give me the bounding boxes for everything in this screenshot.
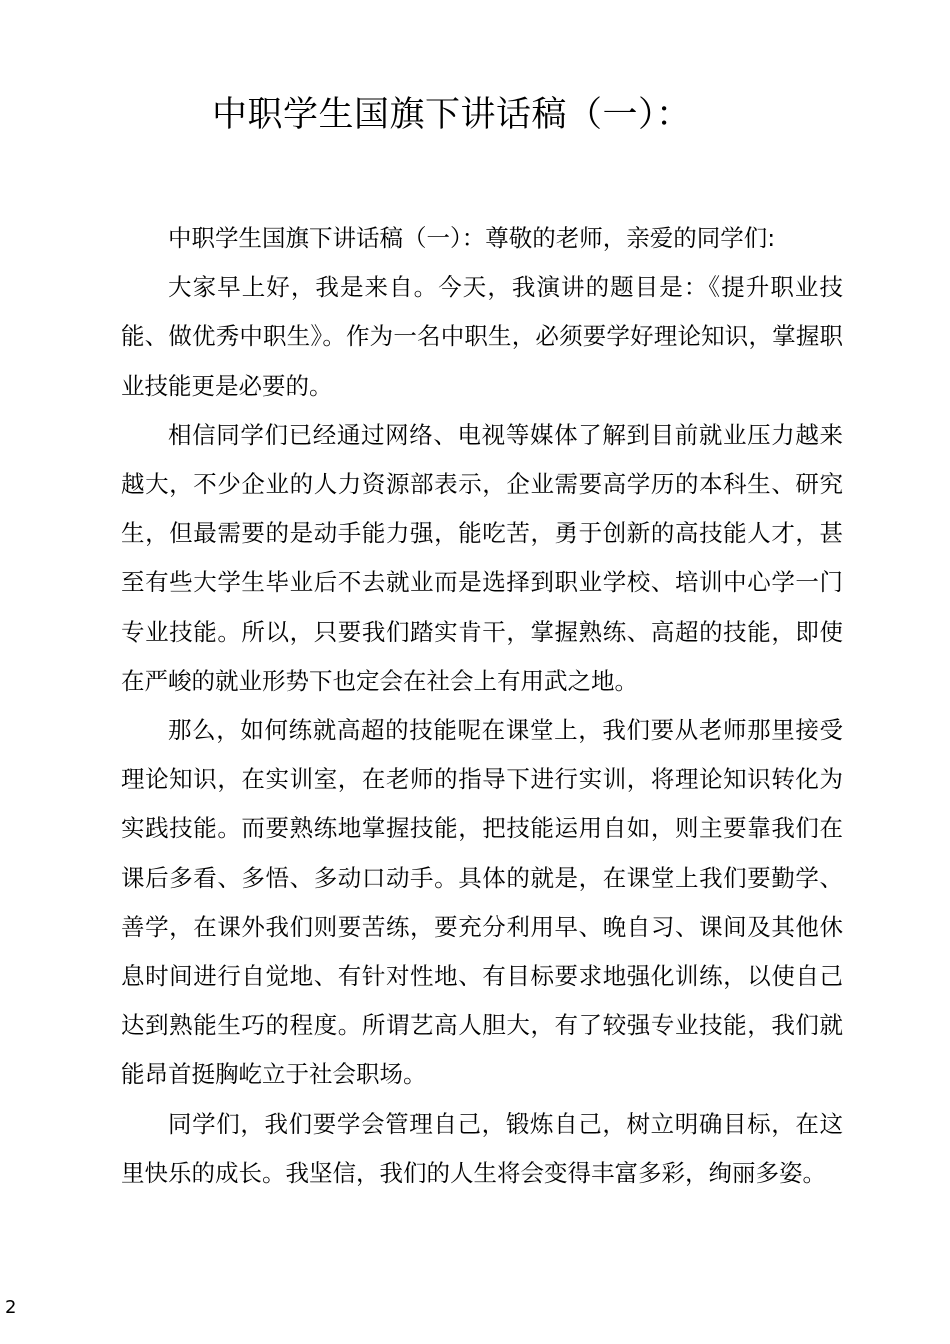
paragraph-conclusion: 同学们，我们要学会管理自己，锻炼自己，树立明确目标，在这里快乐的成长。我坚信，我们的人生将会变得丰富多彩，绚丽多姿。	[121, 1109, 843, 1187]
paragraph-employment: 相信同学们已经通过网络、电视等媒体了解到目前就业压力越来越大，不少企业的人力资源部表示，企业需要高学历的本科生、研究生，但最需要的是动手能力强，能吃苦，勇于创新的高技能人才，甚至有些大学生毕业后不去就业而是选择到职业学校、培训中心学一门专业技能。所以，只要我们踏实肯干，掌握熟练、高超的技能，即使在严峻的就业形势下也定会在社会上有用武之地。	[121, 420, 843, 695]
paragraph-salutation: 中职学生国旗下讲话稿（一）：尊敬的老师，亲爱的同学们:	[168, 224, 776, 252]
page-number: 2	[5, 1297, 17, 1318]
paragraph-skills: 那么，如何练就高超的技能呢在课堂上，我们要从老师那里接受理论知识，在实训室，在老师的指导下进行实训，将理论知识转化为实践技能。而要熟练地掌握技能，把技能运用自如，则主要靠我们在课后多看、多悟、多动口动手。具体的就是，在课堂上我们要勤学、善学，在课外我们则要苦练，要充分利用早、晚自习、课间及其他休息时间进行自觉地、有针对性地、有目标要求地强化训练，以使自己达到熟能生巧的程度。所谓艺高人胆大，有了较强专业技能，我们就能昂首挺胸屹立于社会职场。	[121, 716, 843, 1089]
paragraph-introduction: 大家早上好，我是来自。今天，我演讲的题目是：《提升职业技能、做优秀中职生》。作为一名中职生，必须要学好理论知识，掌握职业技能更是必要的。	[121, 273, 843, 400]
document-body	[121, 214, 843, 1198]
page-title: 中职学生国旗下讲话稿（一）：	[212, 95, 692, 135]
